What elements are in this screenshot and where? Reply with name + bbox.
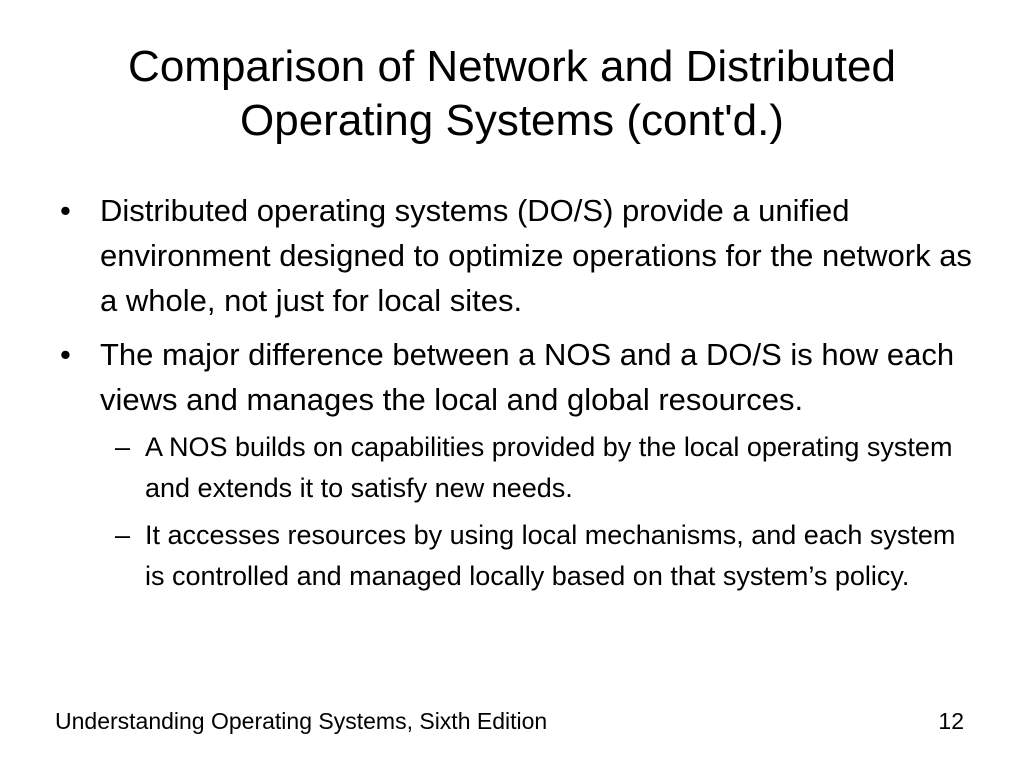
slide-title-line-2: Operating Systems (cont'd.) bbox=[240, 96, 784, 145]
bullet-marker: • bbox=[60, 193, 71, 228]
slide-title-line-1: Comparison of Network and Distributed bbox=[128, 42, 896, 91]
sub-bullet-text: A NOS builds on capabilities provided by the local operating system and extends it to satisfy new needs. bbox=[145, 432, 953, 503]
sub-bullet-item bbox=[60, 427, 980, 509]
slide-title bbox=[40, 40, 984, 148]
bullet-item bbox=[60, 332, 980, 422]
bullet-text: Distributed operating systems (DO/S) provide a unified environment designed to optimize operations for the network as a whole, not just for local sites. bbox=[100, 193, 972, 318]
bullet-item bbox=[60, 188, 980, 323]
bullet-text: The major difference between a NOS and a DO/S is how each views and manages the local and global resources. bbox=[100, 337, 955, 417]
page-number: 12 bbox=[938, 708, 964, 734]
sub-bullet-text: It accesses resources by using local mechanisms, and each system is controlled and managed locally based on that system’s policy. bbox=[145, 520, 956, 591]
sub-bullet-marker: – bbox=[115, 520, 131, 550]
slide-body bbox=[60, 188, 980, 607]
sub-bullet-item bbox=[60, 515, 980, 597]
sub-bullet-marker: – bbox=[115, 432, 131, 462]
slide-footer: Understanding Operating Systems, Sixth Edition bbox=[55, 708, 548, 734]
bullet-marker: • bbox=[60, 337, 71, 372]
